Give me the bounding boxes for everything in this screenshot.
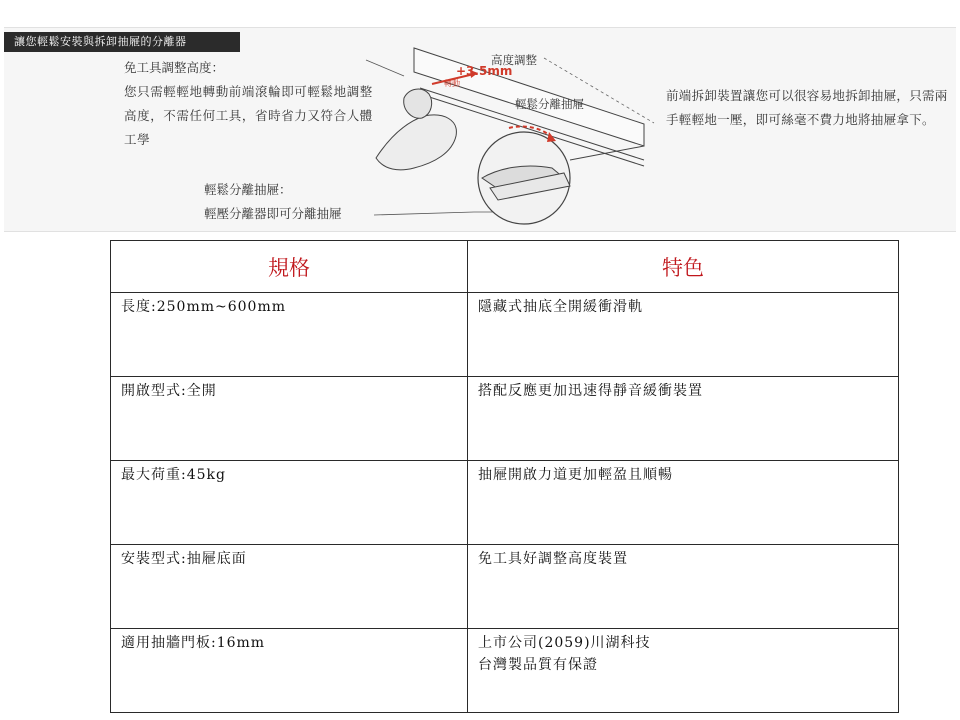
feature-cell: 免工具好調整高度裝置 [468,545,899,629]
feature-cell: 隱藏式抽底全開緩衝滑軌 [468,293,899,377]
feature-cell: 搭配反應更加迅速得靜音緩衝裝置 [468,377,899,461]
spec-cell: 最大荷重:45kg [111,461,468,545]
drawer-slide-illustration [4,28,956,231]
feature-line-quality: 台灣製品質有保證 [478,657,598,673]
label-height-adjust: 高度調整 [491,53,537,67]
panel-title: 讓您輕鬆安裝與拆卸抽屜的分離器 [4,32,240,52]
table-row [111,545,899,629]
header-feature: 特色 [468,241,899,293]
label-rotate: 轉動 [444,79,460,88]
separate-drawer-heading: 輕鬆分離抽屜： [204,182,292,197]
spec-cell: 開啟型式:全開 [111,377,468,461]
instruction-panel [4,27,956,232]
height-adjust-description: 您只需輕輕地轉動前端滾輪即可輕鬆地調整高度，不需任何工具，省時省力又符合人體工學 [124,84,373,147]
header-spec: 規格 [111,241,468,293]
table-row [111,377,899,461]
table-row [111,293,899,377]
spec-cell: 適用抽牆門板:16mm [111,629,468,713]
table-row [111,461,899,545]
separate-drawer-description: 輕壓分離器即可分離抽屜 [204,206,342,221]
spec-table [110,240,899,713]
feature-cell: 抽屜開啟力道更加輕盈且順暢 [468,461,899,545]
spec-cell: 安裝型式:抽屜底面 [111,545,468,629]
table-row [111,629,899,713]
table-header-row [111,241,899,293]
feature-cell [468,629,899,713]
height-adjust-heading: 免工具調整高度： [124,60,225,75]
label-height-value: +3.5mm [456,64,513,78]
spec-cell: 長度:250mm~600mm [111,293,468,377]
feature-line-company: 上市公司(2059)川湖科技 [478,635,651,651]
label-easy-separate: 輕鬆分離抽屜 [515,97,584,111]
front-detach-description: 前端拆卸裝置讓您可以很容易地拆卸抽屜，只需兩手輕輕地一壓，即可絲毫不費力地將抽屜拿下。 [666,88,948,127]
